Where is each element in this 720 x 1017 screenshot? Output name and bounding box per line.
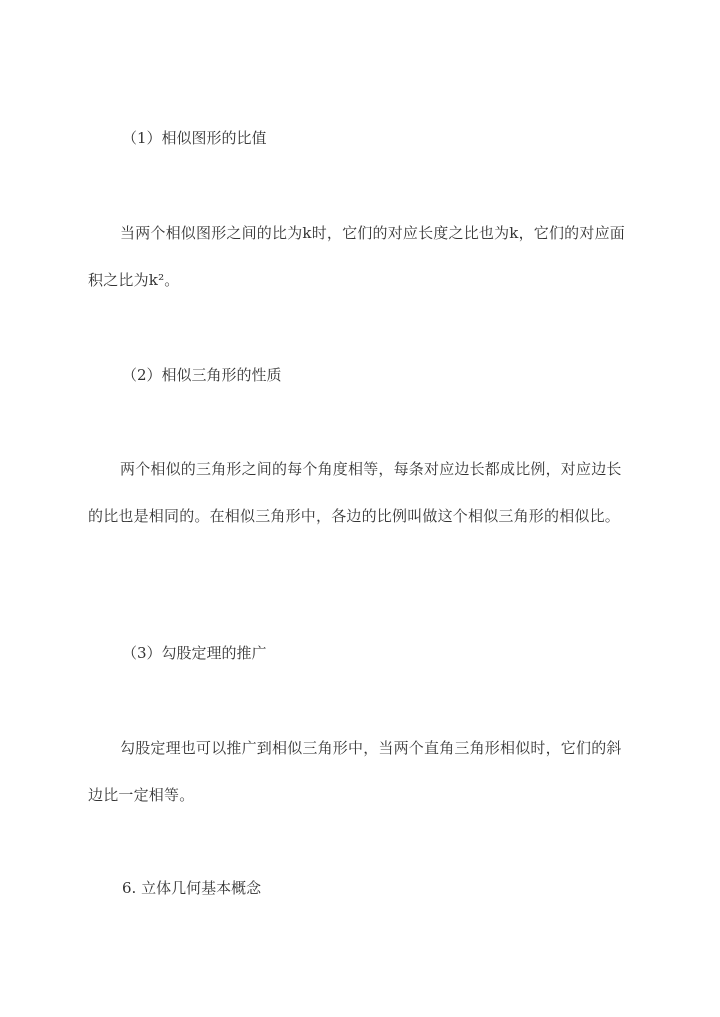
- section-heading-similar-triangle-properties: （2）相似三角形的性质: [122, 366, 282, 384]
- section-heading-similar-figure-ratio: （1）相似图形的比值: [122, 129, 267, 147]
- section-paragraph-pythagorean-extension: 勾股定理也可以推广到相似三角形中，当两个直角三角形相似时，它们的斜边比一定相等。: [88, 739, 622, 804]
- section-paragraph-similar-figure-ratio: 当两个相似图形之间的比为k时，它们的对应长度之比也为k，它们的对应面积之比为k²。: [88, 224, 625, 289]
- chapter-heading-solid-geometry: 6. 立体几何基本概念: [122, 879, 262, 897]
- section-heading-pythagorean-extension: （3）勾股定理的推广: [122, 644, 267, 662]
- section-paragraph-similar-triangle-properties: 两个相似的三角形之间的每个角度相等，每条对应边长都成比例，对应边长的比也是相同的。在相似三角形中，各边的比例叫做这个相似三角形的相似比。: [88, 460, 622, 525]
